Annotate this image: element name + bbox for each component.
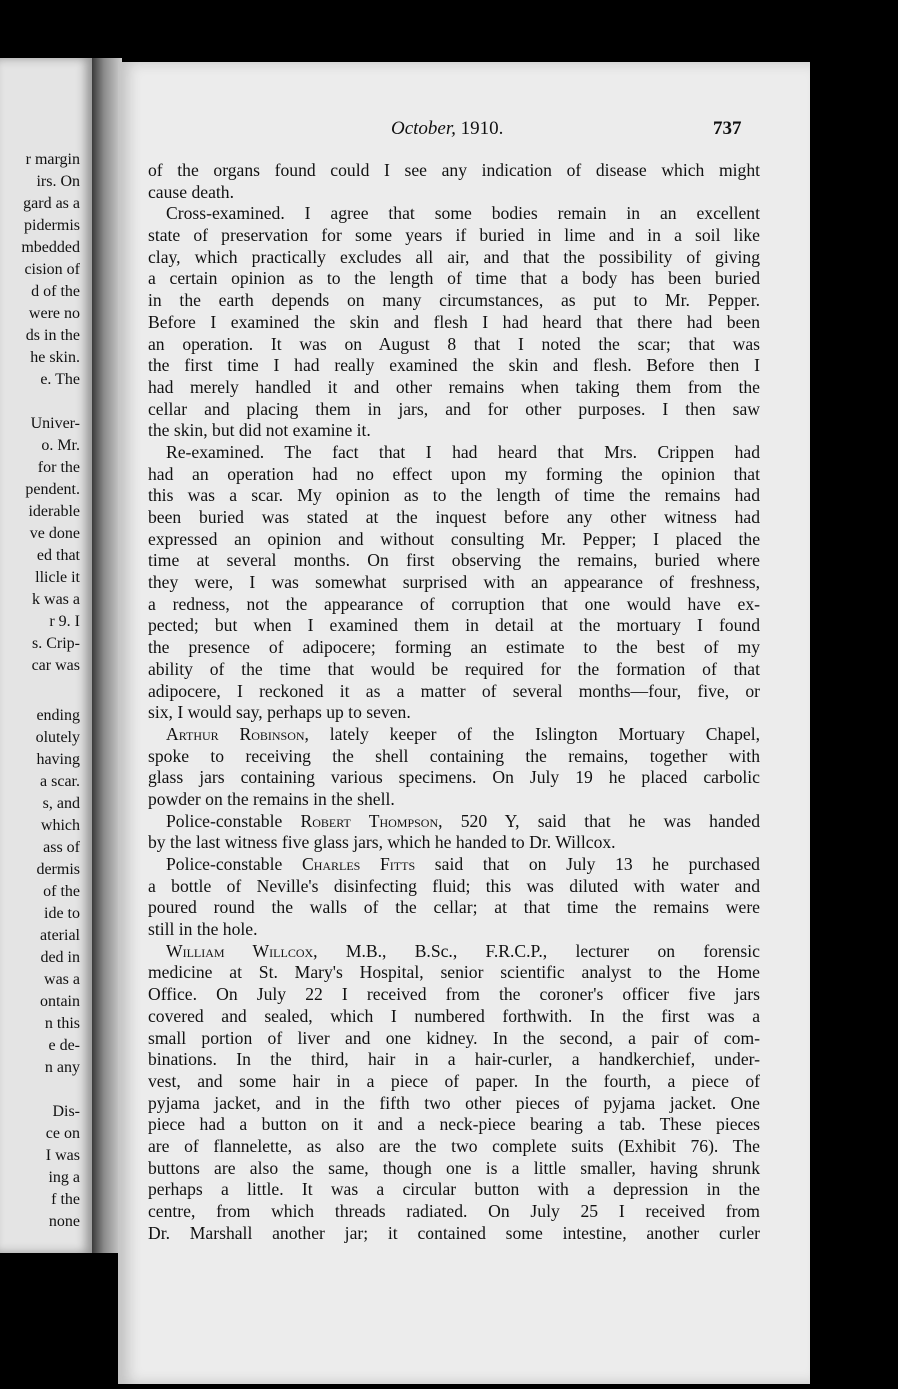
text-line: are of flannelette, as also are the two complete suits (Exhibit 76). The (148, 1135, 760, 1156)
text-line: the skin, but did not examine it. (148, 420, 371, 441)
text-line: Re-examined. The fact that I had heard that Mrs. Crippen had (166, 441, 760, 462)
text-line: Cross-examined. I agree that some bodies remain in an excellent (166, 203, 760, 224)
text-line: vest, and some hair in a piece of paper. In the fourth, a piece of (148, 1070, 760, 1091)
left-page-line: for the (37, 459, 80, 476)
header-year: 1910. (460, 118, 504, 139)
person-name: William Willcox (166, 940, 314, 961)
left-page-line: pendent. (25, 481, 80, 498)
text-line: clay, which practically excludes all air, and that the possibility of giving (148, 246, 760, 267)
person-name: Charles Fitts (301, 854, 416, 874)
text-line: glass jars containing various specimens. On July 19 he placed carbolic (148, 767, 760, 788)
left-page-line: k was a (32, 591, 80, 608)
left-page-line: ed that (36, 547, 80, 564)
left-page-line: ide to (44, 905, 80, 922)
text-line: William Willcox, M.B., B.Sc., F.R.C.P., lecturer on forensic (166, 940, 760, 961)
left-page-line: pidermis (24, 217, 80, 234)
text-line: Police-constable Charles Fitts said that on July 13 he purchased (166, 854, 760, 874)
left-page-line: o. Mr. (41, 437, 80, 454)
left-page-line: ds in the (25, 327, 80, 344)
text-line: binations. In the third, hair in a hair-curler, a handkerchief, under- (148, 1049, 760, 1070)
left-page-line: ve done (29, 525, 80, 542)
text-line: pyjama jacket, and in the fifth two other pieces of pyjama jacket. One (148, 1092, 760, 1113)
left-page-line: irs. On (36, 173, 80, 190)
text-line: Police-constable Robert Thompson, 520 Y, said that he was handed (166, 810, 760, 831)
left-page-line: r 9. I (49, 613, 80, 630)
left-page-line: ded in (40, 949, 80, 966)
body-text (148, 160, 760, 1244)
left-page-line: he skin. (30, 349, 80, 366)
left-page-line: d of the (31, 283, 80, 300)
left-page-line: s, and (42, 795, 80, 812)
text-line: in the earth depends on many circumstances, as put to Mr. Pepper. (148, 290, 760, 311)
text-line: spoke to receiving the shell containing the remains, together with (148, 745, 760, 766)
right-page (118, 62, 810, 1384)
person-name: Arthur Robinson (166, 723, 305, 744)
left-page-line: ing a (48, 1169, 80, 1186)
text-line: this was a scar. My opinion as to the length of time the remains had (148, 485, 760, 506)
text-line: the first time I had really examined the skin and flesh. Before then I (148, 355, 760, 376)
left-page-edge (0, 58, 92, 1253)
left-page-line: were no (28, 305, 80, 322)
text-line: powder on the remains in the shell. (148, 788, 395, 809)
text-line: medicine at St. Mary's Hospital, senior scientific analyst to the Home (148, 962, 760, 983)
left-page-line: ass of (43, 839, 80, 856)
text-line: adipocere, I reckoned it as a matter of several months—four, five, or (148, 680, 760, 701)
left-page-line: s. Crip- (32, 635, 80, 652)
text-line: expressed an opinion and without consulting Mr. Pepper; I placed the (148, 528, 760, 549)
left-page-line: ending (36, 707, 80, 724)
left-page-line: gard as a (23, 195, 80, 212)
left-page-line: n any (44, 1059, 80, 1076)
text-line: Arthur Robinson, lately keeper of the Islington Mortuary Chapel, (166, 723, 760, 744)
left-page-line: which (40, 817, 80, 834)
left-page-line: iderable (28, 503, 80, 520)
text-line: small portion of liver and one kidney. In the second, a pair of com- (148, 1027, 760, 1048)
text-line: cellar and placing them in jars, and for other purposes. I then saw (148, 398, 760, 419)
text-line: poured round the walls of the cellar; at that time the remains were (148, 897, 760, 918)
left-page-line: e de- (48, 1037, 80, 1054)
text-line: a certain opinion as to the length of time that a body has been buried (148, 268, 760, 289)
text-line: a redness, not the appearance of corruption that one would have ex- (148, 593, 760, 614)
left-page-line: car was (31, 657, 80, 674)
text-line: time at several months. On first observing the remains, buried where (148, 550, 760, 571)
left-page-line: f the (51, 1191, 80, 1208)
left-page-line: Univer- (30, 415, 80, 432)
left-page-line: ce on (45, 1125, 80, 1142)
text-line: had merely handled it and other remains when taking them from the (148, 376, 760, 397)
text-line: Office. On July 22 I received from the coroner's officer five jars (148, 984, 760, 1005)
left-page-line: a scar. (40, 773, 80, 790)
running-title: October, 1910. (391, 118, 504, 139)
text-line: state of preservation for some years if buried in lime and in a soil like (148, 225, 760, 246)
text-line: Before I examined the skin and flesh I had heard that there had been (148, 311, 760, 332)
left-page-line: Dis- (52, 1103, 80, 1120)
left-page-line: mbedded (21, 239, 80, 256)
left-page-line: aterial (40, 927, 80, 944)
text-line: piece had a button on it and a neck-piece bearing a tab. These pieces (148, 1114, 760, 1135)
text-line: buttons are also the same, though one is a little smaller, having shrunk (148, 1157, 760, 1178)
text-line: they were, I was somewhat surprised with an appearance of freshness, (148, 572, 760, 593)
text-line: six, I would say, perhaps up to seven. (148, 702, 411, 723)
text-line: perhaps a little. It was a circular button with a depression in the (148, 1179, 760, 1200)
text-line: an operation. It was on August 8 that I noted the scar; that was (148, 333, 760, 354)
page-number: 737 (713, 118, 742, 139)
person-name: Robert Thompson (300, 810, 439, 831)
text-line: centre, from which threads radiated. On July 25 I received from (148, 1201, 760, 1221)
left-page-line: r margin (25, 151, 80, 168)
left-page-line: cision of (24, 261, 80, 278)
left-page-line: having (36, 751, 80, 768)
text-line: still in the hole. (148, 919, 258, 940)
left-page-line: I was (45, 1147, 80, 1164)
left-page-line: of the (43, 883, 80, 900)
text-line: a bottle of Neville's disinfecting fluid; this was diluted with water and (148, 875, 760, 896)
left-page-line: dermis (36, 861, 80, 878)
left-page-line: ontain (40, 993, 80, 1010)
text-line: cause death. (148, 181, 234, 202)
left-page-line: n this (44, 1015, 80, 1032)
text-line: pected; but when I examined them in detail at the mortuary I found (148, 615, 760, 636)
left-page-line: olutely (35, 729, 80, 746)
left-page-line: none (48, 1213, 80, 1230)
text-line: by the last witness five glass jars, which he handed to Dr. Willcox. (148, 832, 616, 853)
text-line: covered and sealed, which I numbered forthwith. In the first was a (148, 1005, 760, 1026)
left-page-line: llicle it (35, 569, 80, 586)
text-line: ability of the time that would be required for the formation of that (148, 658, 760, 679)
left-page-line: was a (44, 971, 80, 988)
text-line: been buried was stated at the inquest before any other witness had (148, 507, 760, 527)
text-line: of the organs found could I see any indication of disease which might (148, 160, 760, 180)
text-line: Dr. Marshall another jar; it contained some intestine, another curler (148, 1222, 760, 1243)
text-line: had an operation had no effect upon my forming the opinion that (148, 463, 760, 484)
text-line: the presence of adipocere; forming an estimate to the best of my (148, 637, 760, 658)
left-page-line: e. The (40, 371, 80, 388)
page-header (118, 118, 810, 140)
